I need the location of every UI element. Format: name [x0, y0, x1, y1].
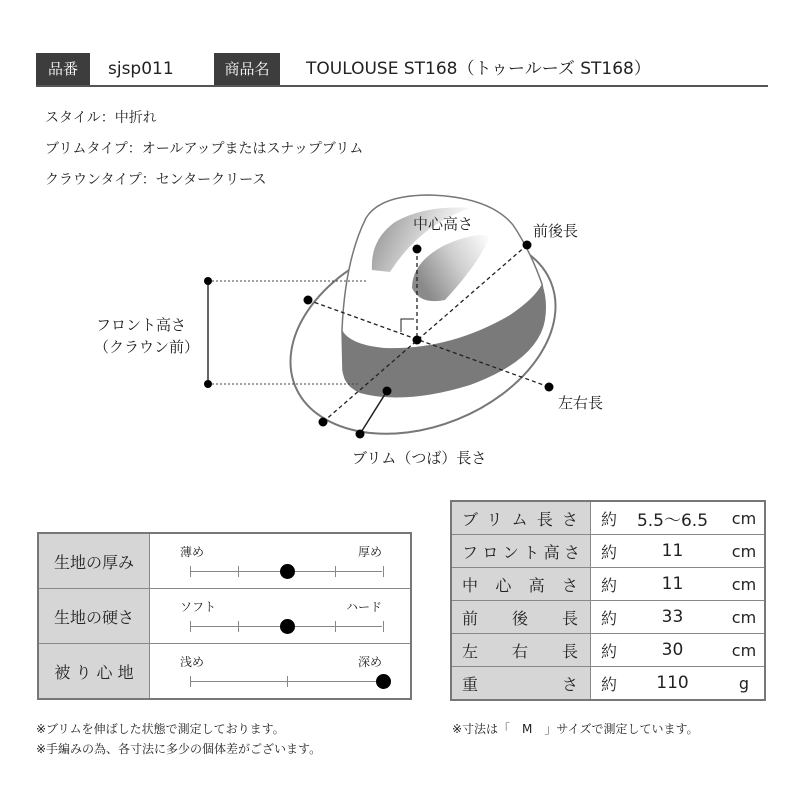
- size-table: [450, 500, 766, 701]
- size-row: [451, 667, 765, 701]
- size-value: 110: [621, 667, 724, 701]
- size-label: 重さ: [451, 667, 591, 701]
- size-unit: cm: [724, 501, 765, 535]
- scale-label: 生地の硬さ: [38, 589, 150, 644]
- scale-row-thickness: [38, 533, 411, 589]
- scale-right: 厚め: [357, 545, 382, 559]
- size-value: 5.5〜6.5: [621, 501, 724, 535]
- note-brim: ※ブリムを伸ばした状態で測定しております。: [36, 722, 285, 736]
- spec-crown-type: クラウンタイプ：センタークリース: [45, 172, 267, 188]
- size-value: 11: [621, 535, 724, 568]
- label-front-height: フロント高さ: [96, 316, 187, 334]
- size-row: [451, 501, 765, 535]
- scale-right: ハード: [345, 600, 382, 614]
- spec-style: スタイル：中折れ: [45, 110, 157, 126]
- item-no: sjsp011: [108, 59, 174, 79]
- size-label: フロント高さ: [451, 535, 591, 568]
- scale-row-fit: [38, 644, 411, 700]
- size-row: [451, 568, 765, 601]
- scale-row-hardness: [38, 589, 411, 644]
- size-row: [451, 601, 765, 634]
- size-label: 左右長: [451, 634, 591, 667]
- size-approx: 約: [591, 568, 622, 601]
- note-handmade: ※手編みの為、各寸法に多少の個体差がございます。: [36, 742, 322, 756]
- spec-brim-type: ブリムタイプ：オールアップまたはスナップブリム: [45, 141, 364, 157]
- size-unit: cm: [724, 535, 765, 568]
- scale-left: 薄め: [180, 545, 205, 559]
- item-no-label: 品番: [36, 53, 90, 85]
- size-approx: 約: [591, 667, 622, 701]
- product-name: TOULOUSE ST168（トゥールーズ ST168）: [306, 59, 651, 79]
- size-approx: 約: [591, 634, 622, 667]
- scale-marker: [280, 619, 295, 634]
- size-label: 中心高さ: [451, 568, 591, 601]
- size-approx: 約: [591, 535, 622, 568]
- label-front-back: 前後長: [533, 222, 579, 240]
- scale-label: 被 り 心 地: [38, 644, 150, 700]
- scale-right: 深め: [357, 655, 382, 669]
- label-center-height: 中心高さ: [413, 215, 474, 233]
- size-unit: cm: [724, 634, 765, 667]
- scale-left: ソフト: [180, 600, 217, 614]
- fabric-scale-table: [37, 532, 412, 700]
- scale-left: 浅め: [180, 655, 205, 669]
- size-unit: cm: [724, 568, 765, 601]
- size-value: 30: [621, 634, 724, 667]
- label-brim-length: ブリム（つば）長さ: [352, 449, 487, 467]
- scale-marker: [376, 674, 391, 689]
- size-approx: 約: [591, 601, 622, 634]
- note-size: ※寸法は「 M 」サイズで測定しています。: [452, 722, 699, 736]
- product-name-label: 商品名: [214, 53, 280, 85]
- label-left-right: 左右長: [558, 394, 604, 412]
- scale-marker: [280, 564, 295, 579]
- size-unit: g: [724, 667, 765, 701]
- size-value: 33: [621, 601, 724, 634]
- size-label: ブリム長さ: [451, 501, 591, 535]
- label-front-height-sub: （クラウン前）: [94, 338, 200, 356]
- size-value: 11: [621, 568, 724, 601]
- size-row: [451, 535, 765, 568]
- size-unit: cm: [724, 601, 765, 634]
- size-label: 前後長: [451, 601, 591, 634]
- size-approx: 約: [591, 501, 622, 535]
- scale-label: 生地の厚み: [38, 533, 150, 589]
- size-row: [451, 634, 765, 667]
